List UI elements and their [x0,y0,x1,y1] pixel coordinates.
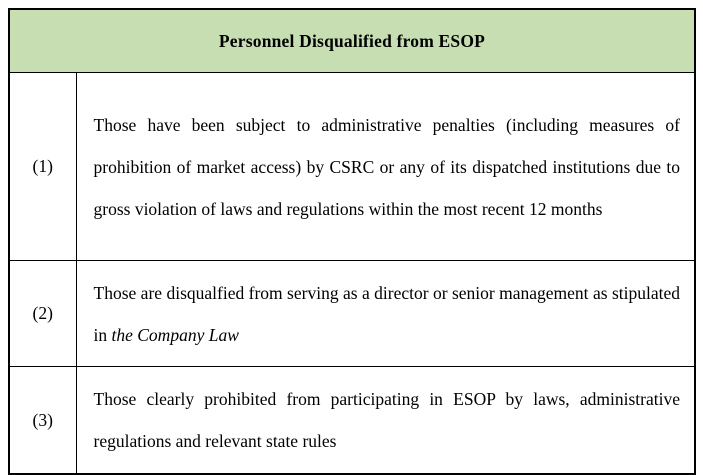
row-description-cell [76,73,695,261]
esop-disqualification-table [8,8,696,475]
row-description-cell [76,261,695,367]
table-header-row [9,9,695,73]
row-number-cell [9,73,76,261]
row-number-cell [9,367,76,475]
row-description-cell [76,367,695,475]
row-number: (2) [32,303,53,323]
row-description: Those are disqualfied from serving as a director or senior management as stipulated in [93,282,680,345]
row-number: (1) [32,156,53,176]
table-row [9,73,695,261]
table-row [9,261,695,367]
table-row [9,367,695,475]
table-title-cell [9,9,695,73]
row-description: Those have been subject to administrative penalties (including measures of prohibition of market access) by CSRC or any of its dispatched institutions due to gross violation of laws and regulations within the most recent 12 months [93,114,680,219]
row-description: Those clearly prohibited from participating in ESOP by laws, administrative regulations and relevant state rules [93,389,680,451]
row-number: (3) [32,409,53,430]
row-number-cell [9,261,76,367]
table-title: Personnel Disqualified from ESOP [218,30,486,51]
row-description-italic-law-name: the Company Law [111,324,239,345]
